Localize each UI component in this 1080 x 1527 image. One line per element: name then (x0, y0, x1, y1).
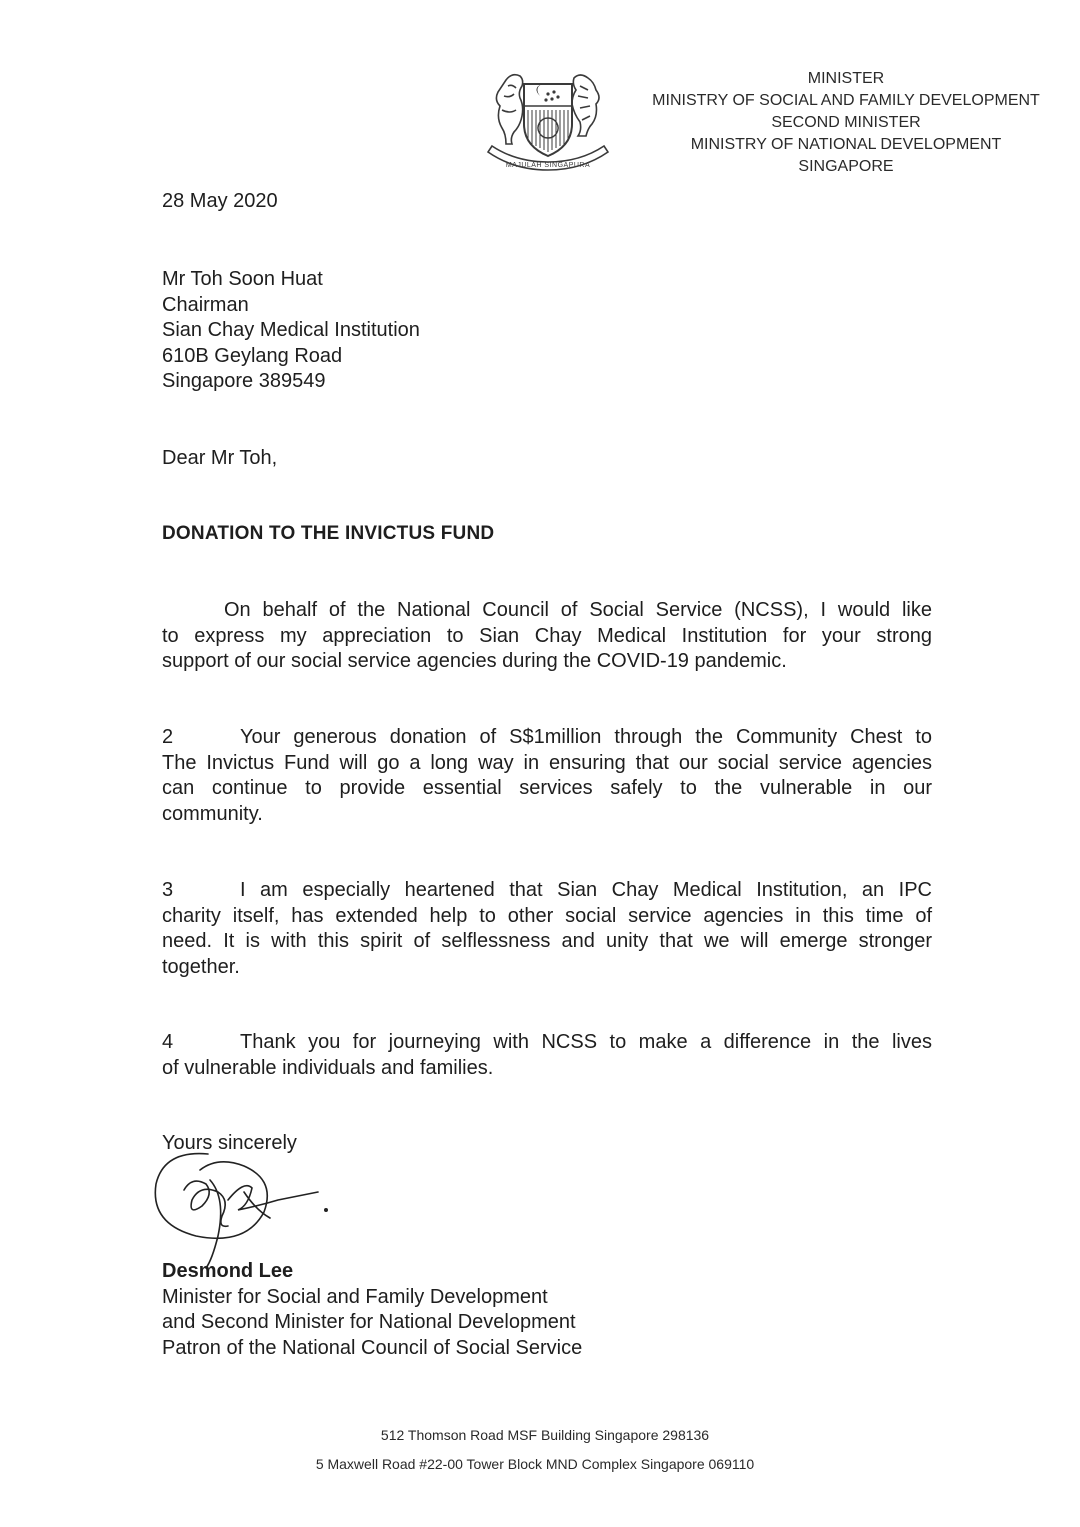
paragraph-line: need. It is with this spirit of selflessness and unity that we will emerge stronger (162, 930, 932, 952)
recipient-address (162, 267, 932, 395)
recipient-city: Singapore 389549 (162, 370, 326, 392)
signatory-title: Patron of the National Council of Social Service (162, 1336, 583, 1359)
signatory-title: Minister for Social and Family Development (162, 1285, 548, 1308)
salutation: Dear Mr Toh, (162, 447, 278, 469)
paragraph-line: 2 Your generous donation of S$1million through the Community Chest to (162, 725, 932, 751)
letterhead-line: MINISTRY OF SOCIAL AND FAMILY DEVELOPMENT (652, 92, 1040, 109)
paragraph-line: The Invictus Fund will go a long way in ensuring that our social service agencies (162, 751, 932, 774)
paragraph-4 (162, 1030, 932, 1081)
subject-heading: DONATION TO THE INVICTUS FUND (162, 523, 495, 544)
footer-address: 5 Maxwell Road #22-00 Tower Block MND Complex Singapore 069110 (315, 1456, 755, 1472)
recipient-name: Mr Toh Soon Huat (162, 268, 323, 290)
signatory-title: and Second Minister for National Development (162, 1311, 576, 1333)
letterhead-line: SINGAPORE (798, 158, 894, 175)
coat-of-arms-icon (484, 66, 612, 176)
paragraph-line: can continue to provide essential services safely to the vulnerable in our (162, 777, 932, 799)
paragraph-2 (162, 725, 932, 827)
closing: Yours sincerely (162, 1132, 297, 1154)
paragraph-line: to express my appreciation to Sian Chay Medical Institution for your strong (162, 624, 932, 647)
letter-date: 28 May 2020 (162, 190, 278, 212)
letterhead-line: MINISTER (807, 70, 885, 87)
paragraph-line: 3 I am especially heartened that Sian Chay Medical Institution, an IPC (162, 878, 932, 904)
paragraph-line: of vulnerable individuals and families. (162, 1056, 494, 1079)
svg-text:MAJULAH SINGAPURA: MAJULAH SINGAPURA (505, 162, 591, 169)
paragraph-line: support of our social service agencies during the COVID-19 pandemic. (162, 650, 787, 672)
paragraph-line: On behalf of the National Council of Social Service (NCSS), I would like (224, 599, 932, 621)
signatory-block (162, 1259, 932, 1361)
signatory-name: Desmond Lee (162, 1260, 294, 1282)
paragraph-line: community. (162, 802, 263, 825)
letterhead (632, 68, 1060, 178)
recipient-street: 610B Geylang Road (162, 344, 343, 367)
paragraph-number: 4 (162, 1031, 174, 1053)
recipient-title: Chairman (162, 293, 249, 316)
paragraph-3 (162, 878, 932, 980)
paragraph-line: together. (162, 955, 240, 978)
paragraph-line: charity itself, has extended help to other social service agencies in this time of (162, 904, 932, 927)
paragraph-line: 4 Thank you for journeying with NCSS to make a difference in the lives (162, 1030, 932, 1056)
paragraph-1 (162, 598, 932, 675)
paragraph-number: 2 (162, 726, 174, 748)
recipient-organisation: Sian Chay Medical Institution (162, 319, 420, 341)
letterhead-line: SECOND MINISTER (771, 114, 921, 131)
paragraph-number: 3 (162, 879, 174, 901)
footer-address: 512 Thomson Road MSF Building Singapore 298136 (380, 1427, 710, 1443)
letterhead-line: MINISTRY OF NATIONAL DEVELOPMENT (690, 136, 1002, 153)
